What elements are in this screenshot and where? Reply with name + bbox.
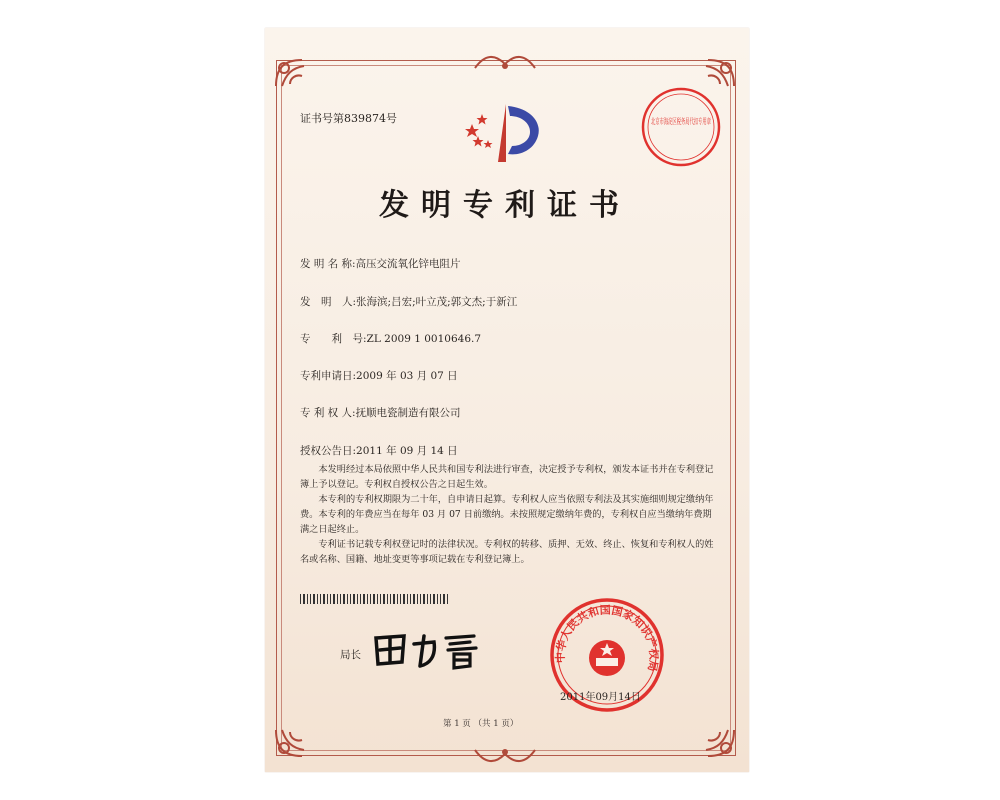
page-number: 第 1 页 （共 1 页）	[443, 719, 519, 729]
page-title: 发明专利证书	[379, 188, 631, 223]
field-patentee	[300, 405, 461, 420]
corner-ornament-top-left	[272, 56, 332, 116]
statement-paragraph: 本专利的专利权期限为二十年，自申请日起算。专利权人应当依照专利法及其实施细则规定缴纳年费。本专利的年费应当在每年 03 月 07 日前缴纳。未按照规定缴纳年费的，专利权自应当缴纳年费期满之日起终止。	[300, 494, 714, 535]
field-grant-date	[300, 443, 458, 458]
field-label: 专利申请日:	[300, 370, 357, 382]
director-signature	[370, 628, 490, 672]
field-value: 抚顺电瓷制造有限公司	[355, 407, 461, 419]
field-label: 专 利 号:	[300, 333, 367, 345]
statement-paragraph: 专利证书记载专利权登记时的法律状况。专利权的转移、质押、无效、终止、恢复和专利权人的姓名或名称、国籍、地址变更等事项记载在专利登记簿上。	[300, 539, 714, 565]
field-value: 2011 年 09 月 14 日	[356, 445, 458, 457]
field-value: 2009 年 03 月 07 日	[356, 370, 458, 382]
tax-stamp	[638, 84, 763, 170]
cnipa-logo-icon	[458, 98, 548, 168]
field-value: 张海滨;吕宏;叶立茂;郭文杰;于新江	[356, 296, 518, 308]
barcode-icon	[300, 594, 450, 604]
field-label: 发 明 名 称:	[300, 258, 356, 270]
field-label: 专 利 权 人:	[300, 407, 356, 419]
field-value: 高压交流氧化锌电阻片	[355, 258, 461, 270]
certificate-number: 证书号第839874号	[300, 112, 397, 125]
field-inventors	[300, 294, 517, 309]
corner-ornament-bottom-right	[678, 700, 738, 760]
field-application-date	[300, 368, 458, 383]
field-invention-name	[300, 256, 461, 271]
director-label: 局长	[340, 649, 361, 661]
ornament-bottom-center	[470, 744, 540, 766]
ornament-top-center	[470, 52, 540, 74]
national-emblem-icon	[589, 640, 625, 676]
tax-stamp-text: 北京市海淀区税务局代扣专用章	[651, 117, 763, 126]
seal-text: 中华人民共和国国家知识产权局	[553, 603, 661, 673]
corner-ornament-bottom-left	[272, 700, 332, 760]
field-label: 发 明 人:	[300, 296, 357, 308]
seal-date: 2011年09月14日	[560, 692, 641, 703]
field-label: 授权公告日:	[300, 445, 357, 457]
field-value: ZL 2009 1 0010646.7	[366, 333, 482, 345]
statement-paragraph: 本发明经过本局依照中华人民共和国专利法进行审查，决定授予专利权，颁发本证书并在专利登记簿上予以登记。专利权自授权公告之日起生效。	[300, 464, 714, 490]
field-patent-number	[300, 331, 481, 346]
statement-text	[300, 462, 720, 567]
